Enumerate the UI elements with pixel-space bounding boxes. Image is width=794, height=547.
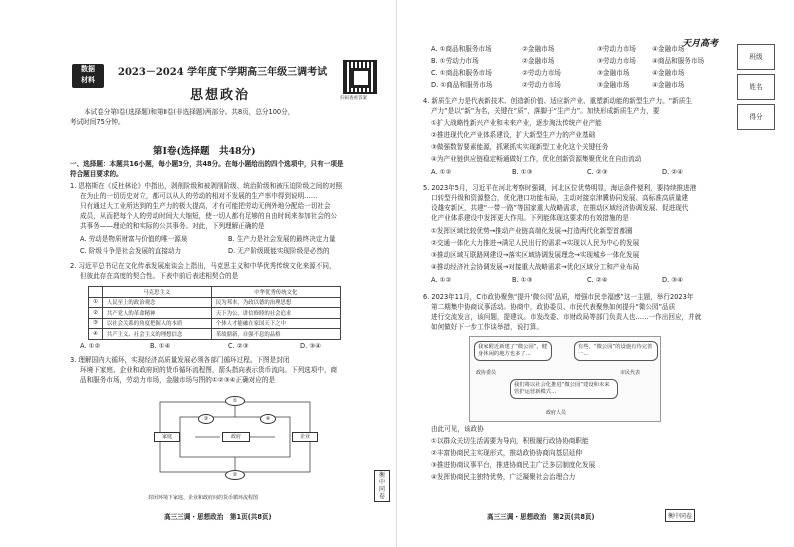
- right-footer: 高三三调・思想政治 第2页(共8页): [487, 513, 595, 521]
- q3-option-b-3: ③劳动力市场: [597, 57, 636, 65]
- cartoon-bubble-3: 我们将以社会化推进“微公园”建设和未来管护运营新模式…: [510, 379, 618, 399]
- q5-option-c[interactable]: C. ②④: [587, 276, 608, 284]
- q3-option-a-2: ②金融市场: [522, 45, 555, 53]
- q6-tail: 由此可见，该政协: [431, 425, 484, 433]
- table-cell: 以社会关系的角度把握人的本质: [102, 318, 211, 329]
- q6-item-3: ③推进协商议事平台，推进协商民主广泛多层制度化发展: [431, 461, 596, 469]
- q2-option-c[interactable]: C. ②③: [228, 342, 249, 350]
- intro-line-1: 本试卷分第Ⅰ卷(选择题)和第Ⅱ卷(非选择题)两部分。共8页，总分100分，: [84, 108, 295, 116]
- q2-option-b[interactable]: B. ①④: [150, 342, 171, 350]
- q2-option-d[interactable]: D. ③④: [300, 342, 322, 350]
- q3-option-a-4: ④金融市场: [652, 45, 685, 53]
- q4-option-a[interactable]: A. ①②: [431, 168, 452, 176]
- table-cell: 共产主义、社会主义的理想信念: [102, 329, 211, 340]
- q6-line-4: 如何做好下一步工作谈举措，说打算。: [431, 323, 544, 331]
- q1-line-3: 只有通过大工业所达到的生产力的极大提高，才有可能把劳动无例外地分配给一切社会: [80, 202, 331, 210]
- q1-option-a[interactable]: A. 劳动是物质财富与价值的唯一源泉: [80, 235, 188, 243]
- diagram-government: 政府: [222, 432, 250, 442]
- q5-option-d[interactable]: D. ③④: [662, 276, 684, 284]
- table-header-cell: 中华优秀传统文化: [211, 287, 340, 298]
- q2-table: [88, 286, 341, 340]
- q3-option-b-4: ④商品和服务市场: [652, 57, 705, 65]
- q1-option-b[interactable]: B. 生产力是社会发展的最终决定力量: [228, 235, 336, 243]
- q1-option-c[interactable]: C. 阶级斗争是社会发展的直接动力: [80, 247, 182, 255]
- diagram-node-2: ②: [225, 470, 245, 480]
- table-cell: 人民至上的政治观念: [102, 297, 211, 308]
- table-row: [89, 329, 341, 340]
- q4-item-3: ③做强数智要素能源，抓紧抓实实现新型工业化这个关键任务: [431, 143, 609, 151]
- cartoon-label-1: 政协委员: [476, 370, 497, 376]
- logo-line-1: 数据: [81, 65, 95, 73]
- q5-item-1: ①发挥区域比较优势→推动产业链高端化发展→打造两代化新型首都圈: [431, 227, 633, 235]
- q4-line-2: 产力”是以“新”为名，关键在“质”，落脚于“生产力”。加快形成新质生产力，要: [431, 107, 660, 115]
- q6-line-1: 6. 2023年11月，C市政协聚焦“提升‘微公园’品质，增强市民幸福感”这一主题，举行2023年: [423, 293, 694, 301]
- q3-option-c-3: ③金融市场: [597, 69, 630, 77]
- table-cell: ④: [89, 329, 103, 340]
- q3-line-2: 环境下家庭、企业和政府间的货币循环流程图，箭头指向表示货币流向。下列选项中，商: [80, 366, 338, 374]
- instructions-line-1: 一、选择题：本题共16小题，每小题3分，共48分。在每小题给出的四个选项中，只有一项是: [70, 160, 344, 168]
- q4-option-c[interactable]: C. ②③: [587, 168, 608, 176]
- q4-option-b[interactable]: B. ①③: [512, 168, 533, 176]
- table-cell: 天下为公，讲信修睦的社会追求: [211, 308, 340, 319]
- q2-option-a[interactable]: A. ①②: [80, 342, 101, 350]
- q3-option-d-4: ④金融市场: [652, 81, 685, 89]
- q4-line-1: 4. 新质生产力是代表新技术、创造新价值、适应新产业、重塑新动能的新型生产力。“新质生: [423, 97, 692, 105]
- table-row: [89, 297, 341, 308]
- left-stamp: 衡中同卷: [374, 470, 390, 502]
- q4-item-2: ②推进现代化产业体系建设，扩大新型生产力的产业基础: [431, 131, 596, 139]
- table-row: [89, 287, 341, 298]
- qr-code-icon[interactable]: [343, 60, 377, 94]
- q3-line-1: 3. 理解国内大循环，实现经济高质量发展必须各部门循环过程。下图是封闭: [70, 356, 290, 364]
- q3-option-c-2: ②劳动力市场: [522, 69, 561, 77]
- q5-item-3: ③推动区域互联路网建设→落实区域协调发展理念→实现城乡一体化发展: [431, 251, 640, 259]
- q1-line-4: 成员，从而把每个人的劳动时间大大缩短，使一切人都有足够的自由时间来参加社会的公: [80, 212, 338, 220]
- q6-item-4: ④发挥协商民主独特优势，广泛凝聚社会治理合力: [431, 473, 576, 481]
- q3-option-b-1[interactable]: B. ①劳动力市场: [431, 57, 479, 65]
- cartoon-bubble-2: 有些，“微公园”的设施有待完善一…: [574, 341, 658, 361]
- left-footer: 高三三调・思想政治 第1页(共8页): [164, 513, 272, 521]
- q3-option-d-1[interactable]: D. ①商品和服务市场: [431, 81, 493, 89]
- q3-option-a-1[interactable]: A. ①商品和服务市场: [431, 45, 492, 53]
- table-cell: 民为邦本，为政以德的治理思想: [211, 297, 340, 308]
- q6-line-2: 第二期集中协商议事活动。协商中，政协委员、市民代表聚焦如何提升“微公园”品质: [431, 303, 676, 311]
- diagram-node-1: ①: [225, 396, 245, 406]
- right-page: [397, 0, 794, 547]
- q3-option-d-3: ③金融市场: [597, 81, 630, 89]
- q3-option-a-3: ③劳动力市场: [597, 45, 636, 53]
- q5-option-b[interactable]: B. ①③: [512, 276, 533, 284]
- q5-line-4: 化产业体系建设中发挥更大作用。下列能体现这要求的有效措施的是: [431, 214, 629, 222]
- cartoon-bubble-1: 我家附近新建了“微公园”，健身休闲的地方也多了…: [474, 341, 552, 361]
- intro-line-2: 考试时间75分钟。: [70, 118, 125, 126]
- diagram-caption: 封闭环境下家庭、企业和政府间的货币循环流程图: [148, 495, 259, 501]
- table-cell: 革故鼎新，自强不息的品格: [211, 329, 340, 340]
- diagram-node-3: ③: [198, 414, 214, 424]
- q6-item-1: ①以群众关切生活需要为导向，积极履行政协协商职能: [431, 437, 589, 445]
- diagram-household: 家庭: [154, 432, 180, 442]
- q2-line-2: 但彼此存在高度的契合性。下表中前后表述相契合的是: [80, 272, 239, 280]
- section-title: 第Ⅰ卷(选择题 共48分): [153, 146, 256, 157]
- q5-line-2: 口转型升级和资源整合，优化港口功能布局，主动对接京津冀协同发展、高标准高质量建: [431, 194, 689, 202]
- exam-logo: [72, 64, 104, 88]
- q6-item-2: ②丰富协商民主实现形式，推动政协协商向基层延伸: [431, 449, 582, 457]
- q3-option-c-1[interactable]: C. ①商品和服务市场: [431, 69, 492, 77]
- q3-option-d-2: ②劳动力市场: [522, 81, 561, 89]
- logo-line-2: 材料: [81, 76, 95, 84]
- q5-option-a[interactable]: A. ①②: [431, 276, 452, 284]
- q3-option-b-2: ②金融市场: [522, 57, 555, 65]
- q6-cartoon: [469, 336, 661, 422]
- q4-item-4: ④为产业链供应链稳定畅通做好工作，优化创新资源集聚优化在自由流动: [431, 155, 642, 163]
- q6-line-3: 进行交流发言，该问题，提建议。市发改委、市财政局等部门负责人也……一作出回应，并就: [431, 313, 702, 321]
- table-header-cell: [89, 287, 103, 298]
- q5-line-3: 设雄安新区，共建“一带一路”等国家重大战略需求，在推动区域经济协调发展、促进现代: [431, 204, 689, 212]
- subject-title: 思想政治: [190, 88, 251, 103]
- table-cell: ②: [89, 308, 103, 319]
- q1-line-5: 共事务——理论的和实际的公共事务。对此，下列理解正确的是: [80, 222, 265, 230]
- q1-line-1: 1. 恩格斯在《反杜林论》中指出，剥削阶级和被剥削阶级、统治阶级和被压迫阶级之间的对照: [70, 182, 343, 190]
- table-row: [89, 308, 341, 319]
- class-field[interactable]: 班级: [737, 44, 775, 70]
- q5-item-2: ②交通一体化大力推进→满足人民出行的需求→实现以人民为中心的发展: [431, 239, 640, 247]
- q3-option-c-4: ④金融市场: [652, 69, 685, 77]
- diagram-enterprise: 企业: [292, 432, 318, 442]
- q1-line-2: 在为止的一切历史对立，都可以从人的劳动的相对不发展的生产率中得到说明……: [80, 192, 318, 200]
- q3-line-3: 品和服务市场，劳动力市场，金融市场与图的①②③④正确对应的是: [80, 376, 276, 384]
- table-cell: 个体人才能融在家国天下之中: [211, 318, 340, 329]
- table-cell: 共产党人的革命精神: [102, 308, 211, 319]
- diagram-node-4: ④: [260, 414, 276, 424]
- q2-line-1: 2. 习近平总书记在文化传承发展座谈会上指出，马克思主义和中华优秀传统文化来源不同，: [70, 262, 336, 270]
- table-cell: ③: [89, 318, 103, 329]
- table-cell: ①: [89, 297, 103, 308]
- instructions-line-2: 符合题目要求的。: [70, 170, 123, 178]
- q5-item-4: ④推动经济社会协调发展→对接重大战略需求→优化区域分工和产业布局: [431, 263, 640, 271]
- money-flow-diagram: [150, 392, 320, 492]
- q1-option-d[interactable]: D. 无产阶级既能实现阶级是必然的: [228, 247, 330, 255]
- right-stamp: 衡中同卷: [665, 509, 695, 522]
- q4-item-1: ①扩大战略性新兴产业和未来产业，逐步淘汰传统产业产能: [431, 119, 602, 127]
- table-header-cell: 马克思主义: [102, 287, 211, 298]
- q4-option-d[interactable]: D. ②④: [662, 168, 684, 176]
- exam-title: 2023－2024 学年度下学期高三年级三调考试: [118, 67, 328, 78]
- brand-logo: 天月高考: [682, 39, 719, 49]
- score-field[interactable]: 得分: [737, 104, 775, 130]
- cartoon-label-3: 政府人员: [546, 410, 567, 416]
- q5-line-1: 5. 2023年5月，习近平在河北考察时强调，河北区位优势明显，海运条件便利，要持续推进港: [423, 184, 697, 192]
- name-field[interactable]: 姓名: [737, 74, 775, 100]
- cartoon-label-2: 市民代表: [620, 370, 641, 376]
- qr-caption: 扫码查看答案: [340, 96, 367, 101]
- table-row: [89, 318, 341, 329]
